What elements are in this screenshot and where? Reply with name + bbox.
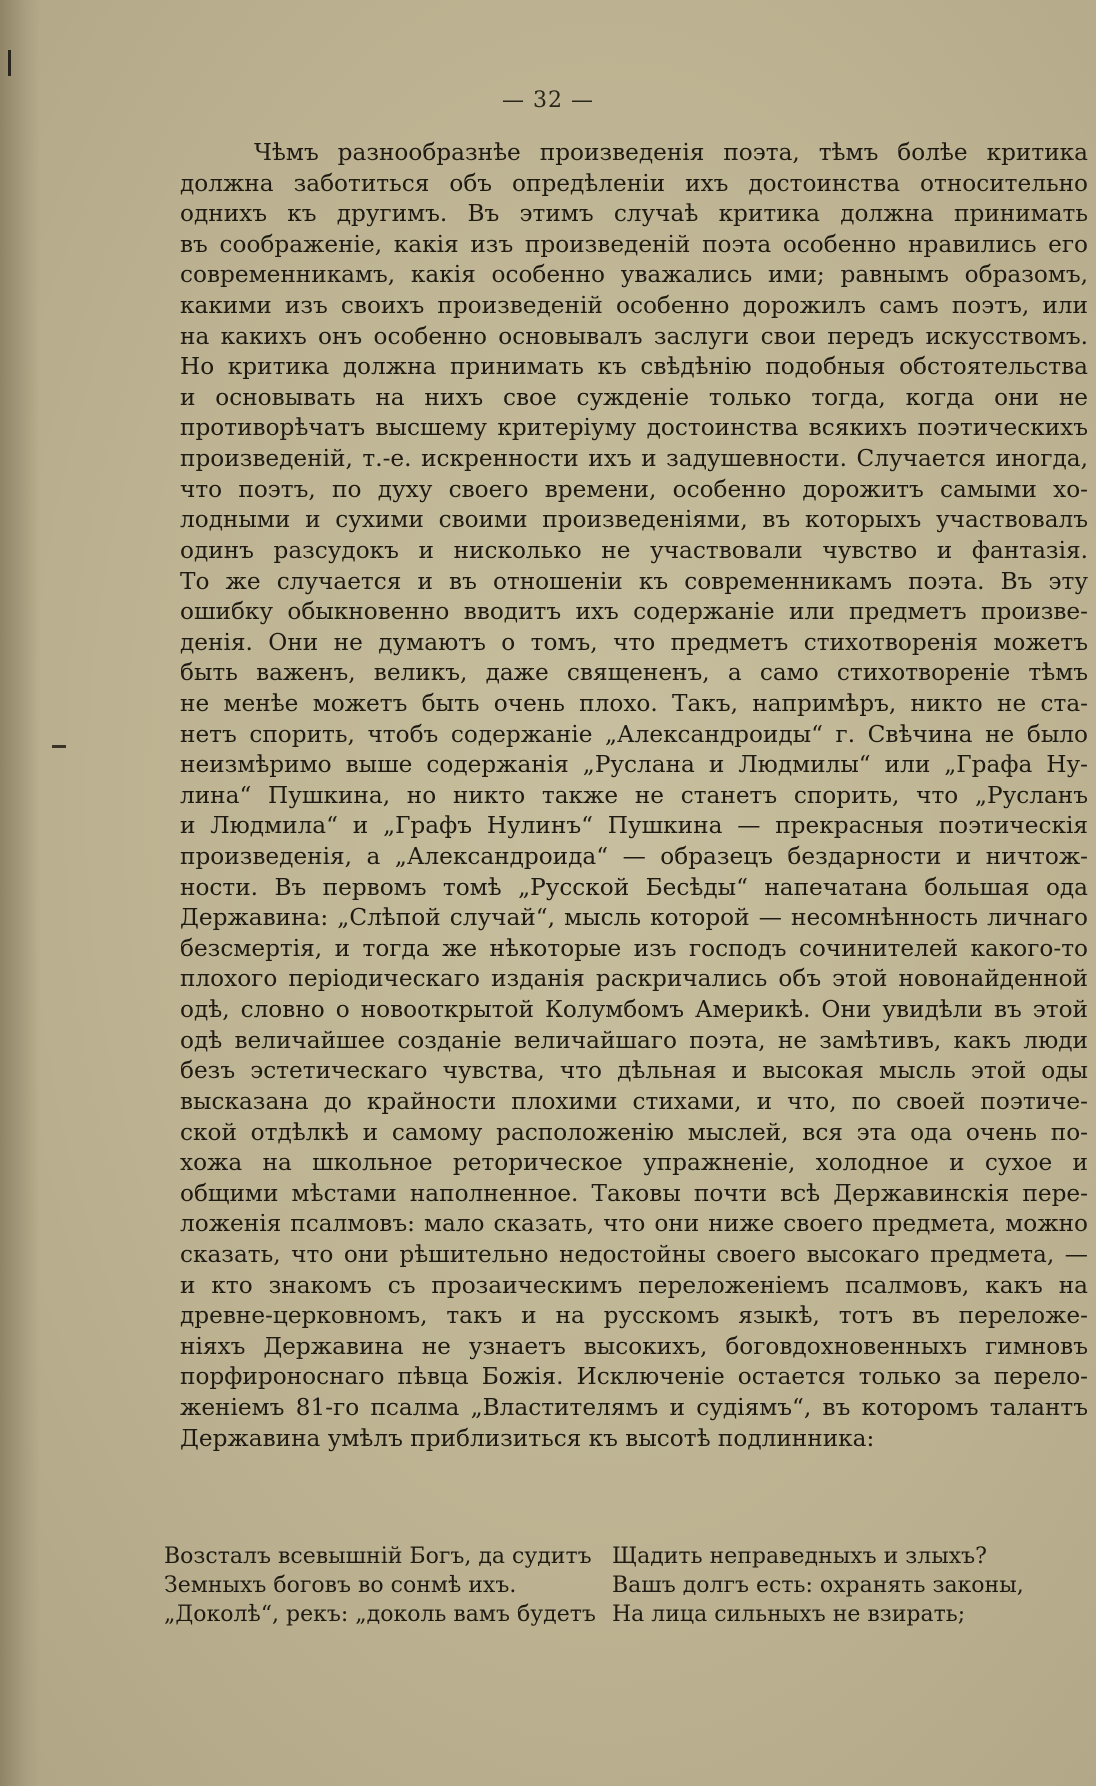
text-line: высказана до крайности плохими стихами, и что, по своей поэтиче- <box>180 1087 1088 1115</box>
text-line: должна заботиться объ опредѣленіи ихъ достоинства относительно <box>180 169 1088 197</box>
margin-dash <box>52 745 66 748</box>
text-line: современникамъ, какія особенно уважались ими; равнымъ образомъ, <box>180 261 1088 289</box>
page-binding-shadow <box>0 0 40 1786</box>
text-line: сказать, что они рѣшительно недостойны своего высокаго предмета, — <box>180 1240 1088 1268</box>
text-line: не менѣе можетъ быть очень плохо. Такъ, напримѣръ, никто не ста- <box>180 689 1088 717</box>
text-line: лина“ Пушкина, но никто также не станетъ спорить, что „Русланъ <box>180 781 1088 809</box>
text-line: произведенія, а „Александроида“ — образецъ бездарности и ничтож- <box>180 843 1088 871</box>
poem-line: Земныхъ боговъ во сонмѣ ихъ. <box>164 1573 517 1598</box>
text-line: порфироноснаго пѣвца Божія. Исключеніе остается только за перело- <box>180 1363 1088 1391</box>
text-line: Чѣмъ разнообразнѣе произведенія поэта, тѣмъ болѣе критика <box>254 139 1088 166</box>
text-line: и кто знакомъ съ прозаическимъ переложеніемъ псалмовъ, какъ на <box>180 1271 1088 1299</box>
text-line: древне-церковномъ, такъ и на русскомъ языкѣ, тотъ въ переложе- <box>180 1302 1088 1330</box>
text-line: одѣ величайшее созданіе величайшаго поэта, не замѣтивъ, какъ люди <box>180 1026 1088 1054</box>
text-line: какими изъ своихъ произведеній особенно дорожилъ самъ поэтъ, или <box>180 292 1088 320</box>
text-line: лодными и сухими своими произведеніями, въ которыхъ участвовалъ <box>180 506 1088 534</box>
text-line: ніяхъ Державина не узнаетъ высокихъ, боговдохновенныхъ гимновъ <box>180 1332 1088 1360</box>
text-line: ошибку обыкновенно вводитъ ихъ содержаніе или предметъ произве- <box>180 598 1088 626</box>
text-line: неизмѣримо выше содержанія „Руслана и Людмилы“ или „Графа Ну- <box>180 751 1088 779</box>
poem-column-right <box>612 1542 1082 1629</box>
text-line: Но критика должна принимать къ свѣдѣнію подобныя обстоятельства <box>180 353 1088 381</box>
page-number: — 32 — <box>502 88 594 113</box>
text-line: безъ эстетическаго чувства, что дѣльная и высокая мысль этой оды <box>180 1057 1088 1085</box>
text-line: ложенія псалмовъ: мало сказать, что они ниже своего предмета, можно <box>180 1210 1088 1238</box>
text-line: безсмертія, и тогда же нѣкоторые изъ господъ сочинителей какого-то <box>180 934 1088 962</box>
text-line: денія. Они не думаютъ о томъ, что предметъ стихотворенія можетъ <box>180 628 1088 656</box>
text-line: на какихъ онъ особенно основывалъ заслуги свои передъ искусствомъ. <box>180 322 1088 350</box>
text-line: одинъ разсудокъ и нисколько не участвовали чувство и фантазія. <box>180 536 1088 564</box>
text-line: хожа на школьное реторическое упражненіе, холодное и сухое и <box>180 1149 1088 1177</box>
text-line: общими мѣстами наполненное. Таковы почти всѣ Державинскія пере- <box>180 1179 1088 1207</box>
text-line: Державина умѣлъ приблизиться къ высотѣ подлинника: <box>180 1424 875 1452</box>
poem-line: На лица сильныхъ не взирать; <box>612 1602 966 1627</box>
text-line: произведеній, т.-е. искренности ихъ и задушевности. Случается иногда, <box>180 445 1088 473</box>
text-line: что поэтъ, по духу своего времени, особенно дорожитъ самыми хо- <box>180 475 1088 503</box>
text-line: нетъ спорить, чтобъ содержаніе „Александроиды“ г. Свѣчина не было <box>180 720 1088 748</box>
text-line: однихъ къ другимъ. Въ этимъ случаѣ критика должна принимать <box>180 200 1088 228</box>
text-line: То же случается и въ отношеніи къ современникамъ поэта. Въ эту <box>180 567 1088 595</box>
margin-mark <box>8 50 11 76</box>
text-line: плохого періодическаго изданія раскричались объ этой новонайденной <box>180 965 1088 993</box>
text-line: быть важенъ, великъ, даже священенъ, а само стихотвореніе тѣмъ <box>180 659 1088 687</box>
main-paragraph <box>180 138 1088 1454</box>
poem-line: Возсталъ всевышній Богъ, да судитъ <box>164 1544 592 1569</box>
poem-line: Вашъ долгъ есть: охранять законы, <box>612 1573 1024 1598</box>
text-line: и основывать на нихъ свое сужденіе только тогда, когда они не <box>180 383 1088 411</box>
poem-line: Щадить неправедныхъ и злыхъ? <box>612 1544 987 1569</box>
text-line: ской отдѣлкѣ и самому расположенію мыслей, вся эта ода очень по- <box>180 1118 1088 1146</box>
text-line: одѣ, словно о новооткрытой Колумбомъ Америкѣ. Они увидѣли въ этой <box>180 996 1088 1024</box>
text-line: ности. Въ первомъ томѣ „Русской Бесѣды“ напечатана большая ода <box>180 873 1088 901</box>
poem-column-left <box>164 1542 604 1629</box>
text-line: женіемъ 81-го псалма „Властителямъ и судіямъ“, въ которомъ талантъ <box>180 1393 1088 1421</box>
text-line: Державина: „Слѣпой случай“, мысль которой — несомнѣнность личнаго <box>180 904 1088 932</box>
poem-line: „Доколѣ“, рекъ: „доколь вамъ будетъ <box>164 1602 596 1627</box>
text-line: и Людмила“ и „Графъ Нулинъ“ Пушкина — прекрасныя поэтическія <box>180 812 1088 840</box>
text-line: въ соображеніе, какія изъ произведеній поэта особенно нравились его <box>180 230 1088 258</box>
text-line: противорѣчатъ высшему критеріуму достоинства всякихъ поэтическихъ <box>180 414 1088 442</box>
